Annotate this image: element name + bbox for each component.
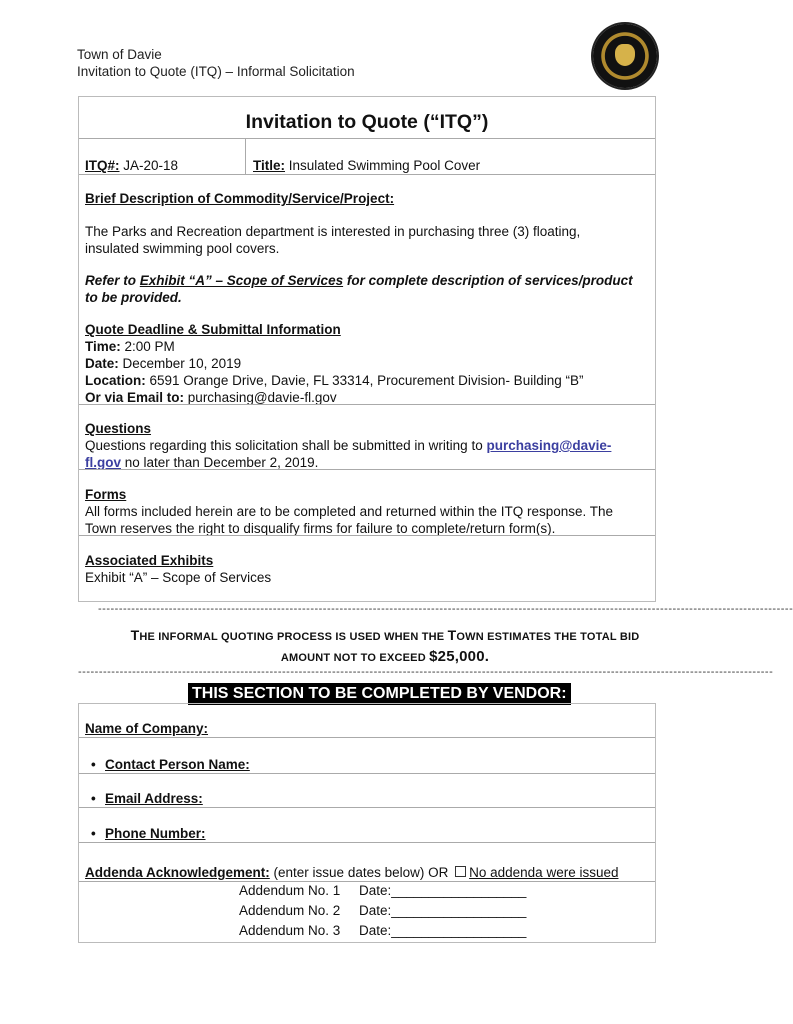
refer-text: Refer to — [85, 273, 140, 288]
description-refer — [85, 272, 649, 306]
addendum-row — [239, 922, 639, 939]
divider — [245, 138, 246, 174]
itq-number — [85, 157, 245, 174]
forms-text: All forms included herein are to be completed and returned within the ITQ response. The Town reserves the right to disqualify firms for failure to complete/return form(s). — [85, 504, 614, 536]
addendum-row — [239, 882, 639, 899]
itq-info-box — [78, 96, 656, 602]
divider — [79, 807, 655, 808]
vendor-section-box — [78, 703, 656, 943]
addendum-row — [239, 902, 639, 919]
header-town: Town of Davie — [77, 47, 162, 62]
deadline-section — [85, 321, 649, 406]
description-heading: Brief Description of Commodity/Service/Project: — [85, 191, 395, 206]
divider — [79, 842, 655, 843]
divider — [79, 535, 655, 536]
divider — [79, 773, 655, 774]
itq-number-label: ITQ#: — [85, 158, 120, 173]
addendum-date-field[interactable]: Date:__________________ — [359, 883, 527, 898]
notice-cap: T — [130, 627, 140, 643]
questions-deadline: no later than December 2, 2019. — [121, 455, 319, 470]
questions-text: Questions regarding this solicitation shall be submitted in writing to — [85, 438, 487, 453]
dashed-separator: ----------------------------------------------------------------------------------------------------------------------------------------------------------------------- — [78, 666, 774, 678]
contact-person-label: • Contact Person Name: — [105, 756, 250, 773]
divider — [79, 174, 655, 175]
notice-text: HE INFORMAL QUOTING PROCESS IS USED WHEN THE — [139, 631, 448, 643]
addendum-date-field[interactable]: Date:__________________ — [359, 923, 527, 938]
notice-amount: $25,000. — [429, 648, 490, 665]
no-addenda-label: No addenda were issued — [469, 865, 619, 880]
notice-cap: T — [447, 627, 457, 643]
addendum-name: Addendum No. 2 — [239, 903, 341, 918]
time-value: 2:00 PM — [124, 339, 175, 354]
no-addenda-checkbox[interactable] — [455, 866, 466, 877]
document-header — [77, 46, 355, 80]
exhibits-section — [85, 552, 649, 586]
addendum-name: Addendum No. 1 — [239, 883, 341, 898]
email-address-label: • Email Address: — [105, 790, 203, 807]
itq-title-field — [253, 157, 649, 174]
location-value: 6591 Orange Drive, Davie, FL 33314, Procurement Division- Building “B” — [149, 373, 584, 388]
divider — [79, 138, 655, 139]
divider — [79, 469, 655, 470]
questions-email-link[interactable]: purchasing@davie-fl.gov — [85, 438, 612, 470]
deadline-heading: Quote Deadline & Submittal Information — [85, 322, 341, 337]
email-label: Or via Email to: — [85, 390, 185, 405]
exhibit-item: Exhibit “A” – Scope of Services — [85, 570, 272, 585]
company-name-field[interactable]: Name of Company: — [85, 721, 209, 736]
itq-number-value: JA-20-18 — [123, 158, 179, 173]
questions-heading: Questions — [85, 421, 152, 436]
exhibits-heading: Associated Exhibits — [85, 553, 214, 568]
dashed-separator: ----------------------------------------------------------------------------------------------------------------------------------------------------------------------- — [98, 603, 793, 615]
time-label: Time: — [85, 339, 121, 354]
location-label: Location: — [85, 373, 146, 388]
addenda-note: (enter issue dates below) OR — [269, 865, 453, 880]
informal-process-notice — [80, 626, 690, 668]
itq-title: Invitation to Quote (“ITQ”) — [245, 111, 489, 133]
addenda-label: Addenda Acknowledgement: — [85, 865, 270, 880]
forms-section — [85, 486, 649, 537]
questions-section — [85, 420, 649, 471]
notice-text: OWN ESTIMATES THE TOTAL BID — [456, 631, 640, 643]
description-body: The Parks and Recreation department is interested in purchasing three (3) floating, insulated swimming pool covers. — [85, 224, 581, 256]
addendum-date-field[interactable]: Date:__________________ — [359, 903, 527, 918]
refer-text-end: for complete description of services/product to be provided. — [85, 273, 633, 305]
forms-heading: Forms — [85, 487, 127, 502]
addendum-name: Addendum No. 3 — [239, 923, 341, 938]
exhibit-a-reference: Exhibit “A” – Scope of Services — [139, 273, 344, 288]
date-value: December 10, 2019 — [122, 356, 242, 371]
divider — [79, 737, 655, 738]
date-label: Date: — [85, 356, 119, 371]
town-seal-logo — [593, 24, 657, 88]
email-value: purchasing@davie-fl.gov — [187, 390, 337, 405]
itq-title-value: Insulated Swimming Pool Cover — [288, 158, 481, 173]
header-solicitation-type: Invitation to Quote (ITQ) – Informal Solicitation — [77, 64, 355, 79]
notice-text: AMOUNT NOT TO EXCEED — [280, 652, 430, 664]
addenda-acknowledgement — [85, 864, 649, 881]
phone-number-label: • Phone Number: — [105, 825, 206, 842]
divider — [79, 404, 655, 405]
itq-title-label: Title: — [253, 158, 286, 173]
vendor-section-title: THIS SECTION TO BE COMPLETED BY VENDOR: — [188, 683, 571, 705]
